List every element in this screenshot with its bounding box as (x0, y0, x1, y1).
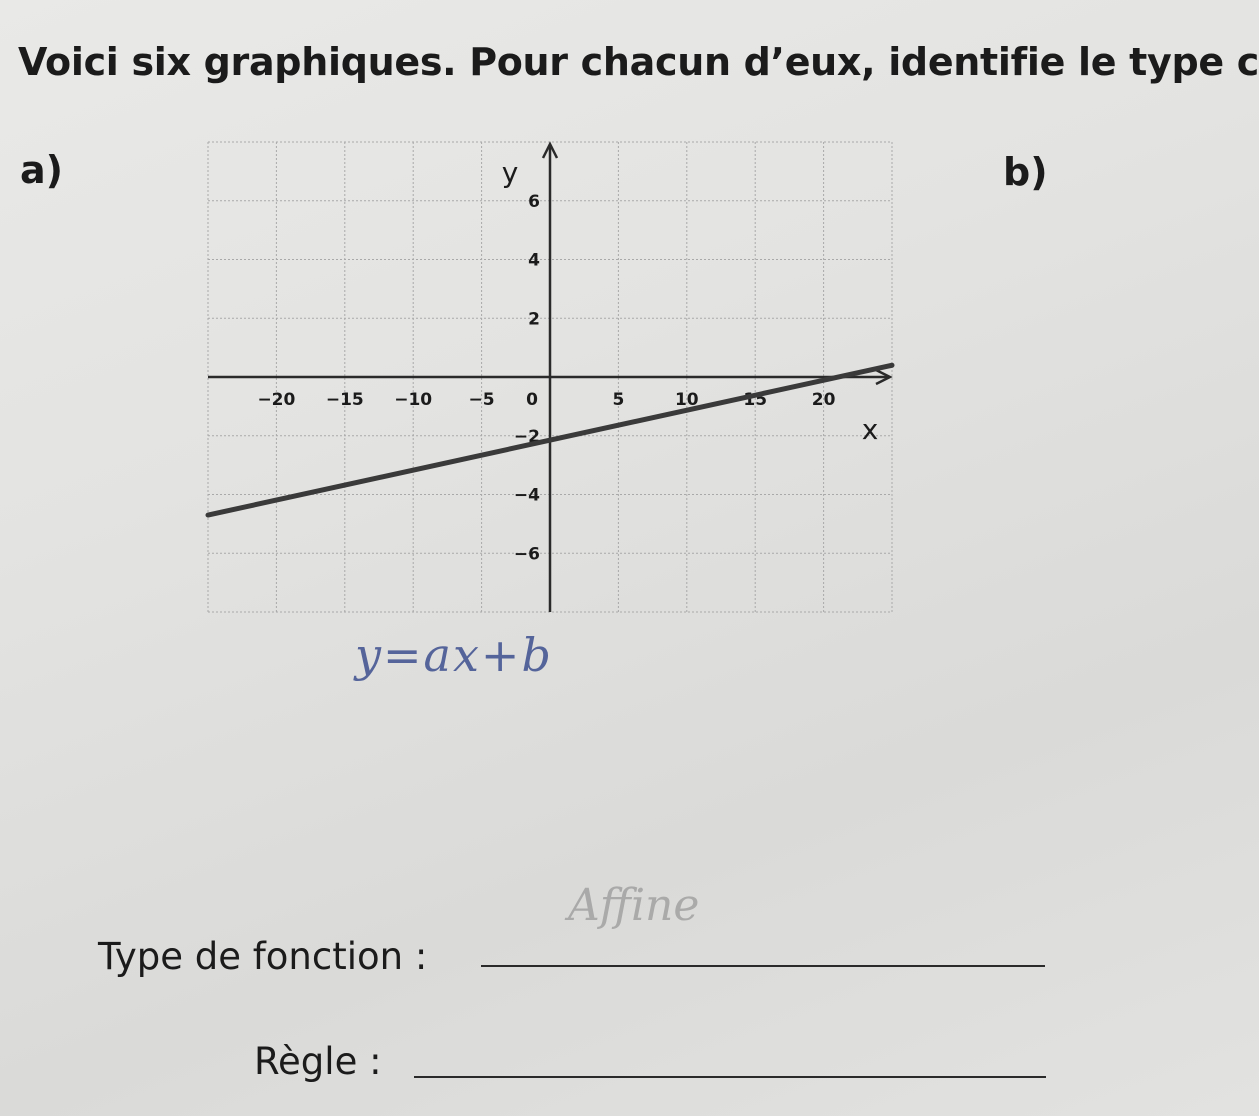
type-de-fonction-blank[interactable] (481, 965, 1045, 967)
part-b-label: b) (1003, 150, 1048, 194)
regle-blank[interactable] (414, 1076, 1046, 1078)
x-tick-label: 10 (674, 390, 699, 410)
x-tick-label: 20 (811, 390, 836, 410)
regle-label: Règle : (254, 1040, 382, 1083)
y-axis-label: y (501, 156, 519, 189)
x-tick-label: −5 (468, 390, 495, 410)
x-tick-label: 15 (743, 390, 768, 410)
worksheet-title: Voici six graphiques. Pour chacun d’eux, identifie le type c (18, 40, 1259, 84)
handwritten-type: Affine (568, 880, 700, 931)
x-tick-label: 5 (612, 390, 625, 410)
x-tick-label: −10 (394, 390, 433, 410)
y-tick-label: −6 (513, 544, 540, 565)
y-tick-label: −4 (513, 485, 540, 506)
y-tick-label: 6 (528, 191, 540, 212)
type-de-fonction-label: Type de fonction : (98, 935, 428, 978)
x-tick-label: 0 (526, 390, 538, 410)
x-axis-label: x (861, 413, 879, 446)
linear-function-graph (200, 130, 900, 620)
x-tick-label: −20 (257, 390, 296, 410)
x-tick-label: −15 (325, 390, 364, 410)
part-a-label: a) (20, 148, 64, 192)
y-tick-label: 2 (528, 309, 540, 330)
handwritten-rule: y=ax+b (355, 628, 553, 682)
y-tick-label: 4 (528, 250, 540, 271)
y-tick-label: −2 (513, 426, 540, 447)
